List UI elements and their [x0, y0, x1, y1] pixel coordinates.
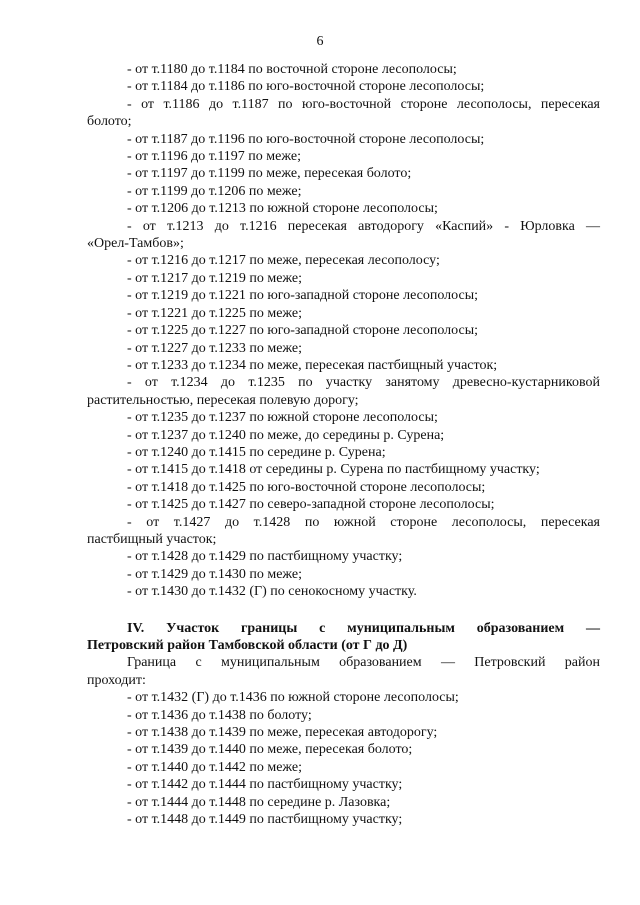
- section-intro: Граница с муниципальным образованием — Петровский район: [127, 655, 600, 671]
- list-item: - от т.1184 до т.1186 по юго-восточной стороне лесополосы;: [127, 79, 485, 95]
- section-intro-continuation: проходит:: [87, 672, 146, 688]
- list-item: - от т.1213 до т.1216 пересекая автодорогу «Каспий» - Юрловка —: [127, 218, 600, 234]
- list-item-continuation: «Орел-Тамбов»;: [87, 236, 184, 252]
- list-item: - от т.1439 до т.1440 по меже, пересекая болото;: [127, 742, 413, 758]
- list-item: - от т.1240 до т.1415 по середине р. Сурена;: [127, 444, 386, 460]
- list-item: - от т.1199 до т.1206 по меже;: [127, 183, 302, 199]
- list-item-continuation: растительностью, пересекая полевую дорогу;: [87, 392, 359, 408]
- list-item: - от т.1206 до т.1213 по южной стороне лесополосы;: [127, 201, 438, 217]
- list-item: - от т.1227 до т.1233 по меже;: [127, 340, 303, 356]
- list-item: - от т.1438 до т.1439 по меже, пересекая автодорогу;: [127, 725, 438, 741]
- list-item: - от т.1430 до т.1432 (Г) по сенокосному участку.: [127, 584, 417, 600]
- list-item: - от т.1186 до т.1187 по юго-восточной стороне лесополосы, пересекая: [127, 96, 600, 112]
- list-item: - от т.1235 до т.1237 по южной стороне лесополосы;: [127, 410, 438, 426]
- list-item: - от т.1440 до т.1442 по меже;: [127, 759, 303, 775]
- list-item: - от т.1415 до т.1418 от середины р. Сурена по пастбищному участку;: [127, 462, 540, 478]
- list-item: - от т.1418 до т.1425 по юго-восточной стороне лесополосы;: [127, 479, 486, 495]
- list-item: - от т.1225 до т.1227 по юго-западной стороне лесополосы;: [127, 323, 478, 339]
- section-heading-continuation: Петровский район Тамбовской области (от Г до Д): [87, 638, 408, 653]
- list-item: - от т.1221 до т.1225 по меже;: [127, 305, 303, 321]
- list-item: - от т.1237 до т.1240 по меже, до середины р. Сурена;: [127, 427, 445, 443]
- list-item: - от т.1425 до т.1427 по северо-западной стороне лесополосы;: [127, 497, 495, 513]
- list-item: - от т.1428 до т.1429 по пастбищному участку;: [127, 549, 403, 565]
- list-item: - от т.1444 до т.1448 по середине р. Лазовка;: [127, 794, 391, 810]
- list-item: - от т.1196 до т.1197 по меже;: [127, 149, 301, 165]
- list-item: - от т.1217 до т.1219 по меже;: [127, 270, 303, 286]
- list-item-continuation: пастбищный участок;: [87, 531, 217, 547]
- list-item: - от т.1427 до т.1428 по южной стороне лесополосы, пересекая: [127, 514, 600, 530]
- page-number: 6: [316, 34, 324, 49]
- list-item: - от т.1219 до т.1221 по юго-западной стороне лесополосы;: [127, 288, 478, 304]
- list-item: - от т.1442 до т.1444 по пастбищному участку;: [127, 777, 403, 793]
- document-body: [87, 61, 600, 828]
- list-item-continuation: болото;: [87, 114, 132, 130]
- list-item: - от т.1233 до т.1234 по меже, пересекая пастбищный участок;: [127, 357, 498, 373]
- section-spacer: [87, 601, 600, 620]
- list-item: - от т.1448 до т.1449 по пастбищному участку;: [127, 812, 403, 828]
- list-item: - от т.1216 до т.1217 по меже, пересекая лесополосу;: [127, 253, 440, 269]
- section-heading: IV. Участок границы с муниципальным образованием —: [127, 620, 600, 636]
- list-item: - от т.1432 (Г) до т.1436 по южной стороне лесополосы;: [127, 690, 459, 706]
- list-item: - от т.1429 до т.1430 по меже;: [127, 566, 303, 582]
- list-item: - от т.1187 до т.1196 по юго-восточной стороне лесополосы;: [127, 131, 485, 147]
- list-item: - от т.1436 до т.1438 по болоту;: [127, 707, 312, 723]
- list-item: - от т.1180 до т.1184 по восточной стороне лесополосы;: [127, 62, 457, 77]
- list-item: - от т.1197 до т.1199 по меже, пересекая болото;: [127, 166, 412, 182]
- list-item: - от т.1234 до т.1235 по участку занятому древесно-кустарниковой: [127, 375, 600, 391]
